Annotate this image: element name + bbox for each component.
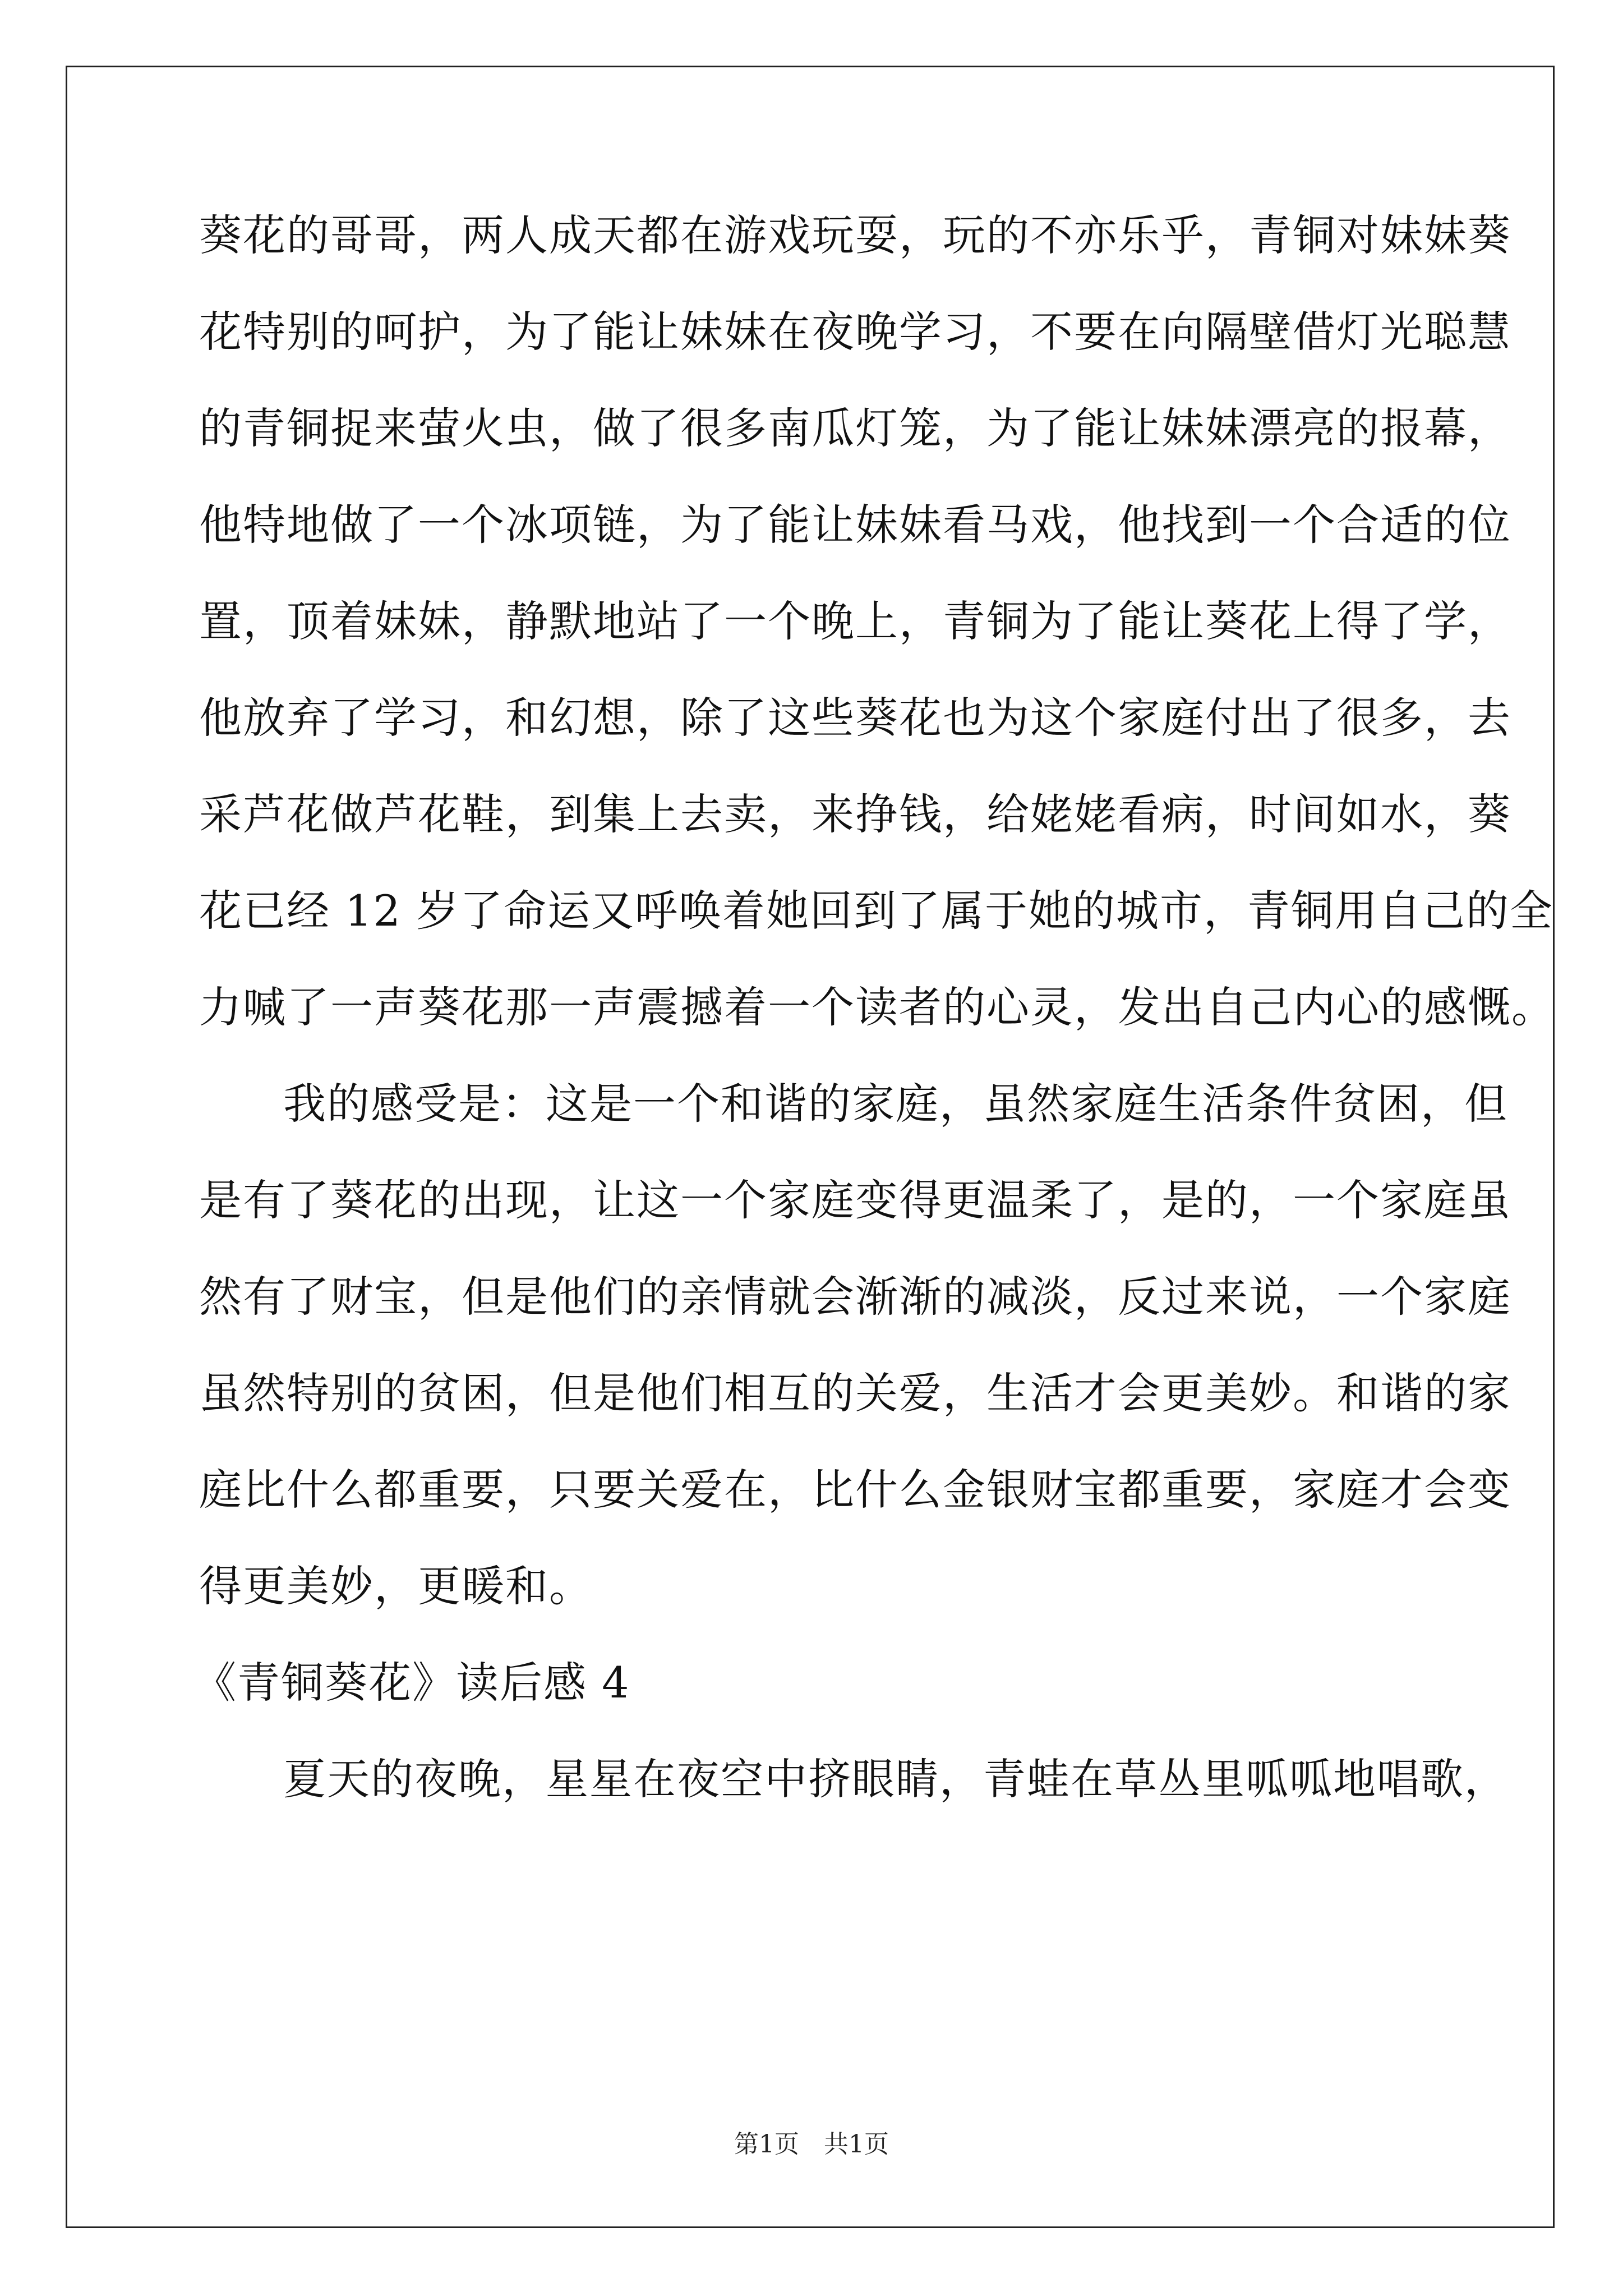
text-line: 他特地做了一个冰项链，为了能让妹妹看马戏，他找到一个合适的位 [199,500,1511,550]
section-heading: 《青铜葵花》读后感 4 [193,1658,630,1708]
text-line: 得更美妙，更暖和。 [199,1561,593,1611]
text-line: 置，顶着妹妹，静默地站了一个晚上，青铜为了能让葵花上得了学， [199,596,1511,646]
text-line: 花已经 12 岁了命运又呼唤着她回到了属于她的城市，青铜用自己的全 [199,886,1554,936]
text-line: 是有了葵花的出现，让这一个家庭变得更温柔了，是的，一个家庭虽 [199,1175,1511,1225]
text-line: 采芦花做芦花鞋，到集上去卖，来挣钱，给姥姥看病，时间如水，葵 [199,789,1511,839]
text-line: 庭比什么都重要，只要关爱在，比什么金银财宝都重要，家庭才会变 [199,1465,1511,1515]
text-line: 然有了财宝，但是他们的亲情就会渐渐的减淡，反过来说，一个家庭 [199,1272,1511,1322]
text-line: 虽然特别的贫困，但是他们相互的关爱，生活才会更美妙。和谐的家 [199,1368,1511,1418]
paragraph-first-line: 夏天的夜晚，星星在夜空中挤眼睛，青蛙在草丛里呱呱地唱歌， [283,1754,1508,1804]
page-border [66,66,1555,2228]
text-line: 力喊了一声葵花那一声震撼着一个读者的心灵，发出自己内心的感慨。 [199,982,1555,1032]
text-line: 的青铜捉来萤火虫，做了很多南瓜灯笼，为了能让妹妹漂亮的报幕， [199,403,1511,453]
text-line: 花特别的呵护，为了能让妹妹在夜晚学习，不要在向隔壁借灯光聪慧 [199,307,1511,357]
text-line: 他放弃了学习，和幻想，除了这些葵花也为这个家庭付出了很多，去 [199,693,1511,743]
page-footer: 第1页 共1页 [734,2130,889,2159]
paragraph-first-line: 我的感受是：这是一个和谐的家庭，虽然家庭生活条件贫困，但 [283,1079,1508,1129]
text-line: 葵花的哥哥，两人成天都在游戏玩耍，玩的不亦乐乎，青铜对妹妹葵 [199,210,1511,260]
